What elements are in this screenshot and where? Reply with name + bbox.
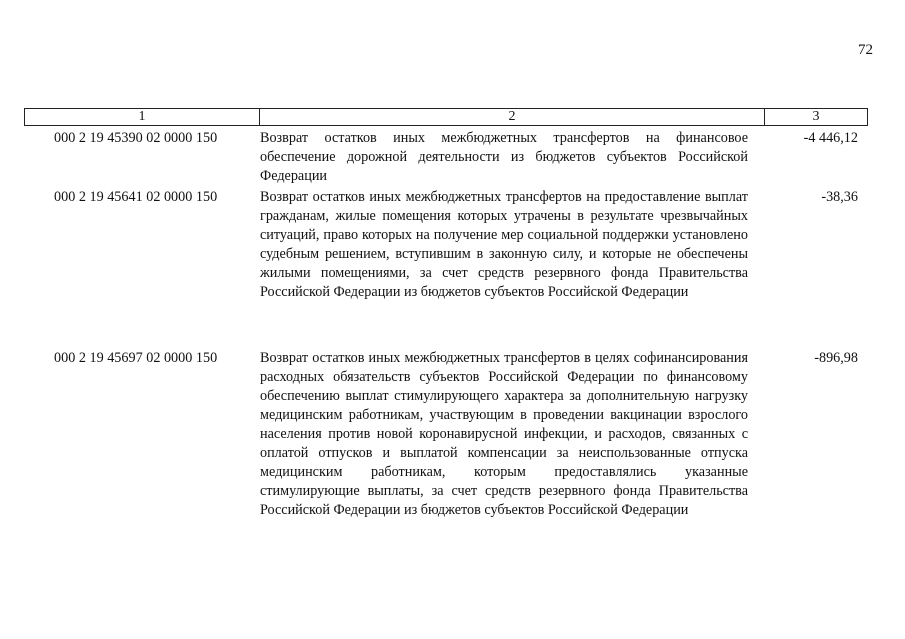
- row-amount: -4 446,12: [803, 130, 858, 146]
- budget-code: 000 2 19 45697 02 0000 150: [54, 350, 218, 366]
- table-header: [24, 108, 868, 126]
- row-amount: -38,36: [821, 189, 858, 205]
- header-col-1: 1: [25, 109, 260, 125]
- row-description: Возврат остатков иных межбюджетных трансфертов на предоставление выплат гражданам, жилые помещения которых утрачены в результате чрезвычайных ситуаций, право которых на получение мер социальной поддержки установлено судебным решением, вступившим в законную силу, и которые не обеспечены жилыми помещениями, за счет средств резервного фонда Правительства Российской Федерации из бюджетов субъектов Российской Федерации: [260, 189, 748, 300]
- budget-code: 000 2 19 45641 02 0000 150: [54, 189, 218, 205]
- header-col-2: 2: [260, 109, 765, 125]
- header-col-3: 3: [812, 109, 820, 124]
- row-description: Возврат остатков иных межбюджетных трансфертов на финансовое обеспечение дорожной деятельности из бюджетов субъектов Российской Федерации: [260, 130, 748, 184]
- row-description: Возврат остатков иных межбюджетных трансфертов в целях софинансирования расходных обязательств субъектов Российской Федерации по финансовому обеспечению выплат стимулирующего характера за дополнительную нагрузку медицинским работникам, участвующим в проведении вакцинации взрослого населения против новой коронавирусной инфекции, и расходов, связанных с оплатой отпусков и выплатой компенсации за неиспользованные отпуска медицинским работникам, которым предоставлялись указанные стимулирующие выплаты, за счет средств резервного фонда Правительства Российской Федерации из бюджетов субъектов Российской Федерации: [260, 350, 748, 518]
- page-number: 72: [858, 42, 873, 58]
- row-amount: -896,98: [814, 350, 858, 366]
- budget-code: 000 2 19 45390 02 0000 150: [54, 130, 218, 146]
